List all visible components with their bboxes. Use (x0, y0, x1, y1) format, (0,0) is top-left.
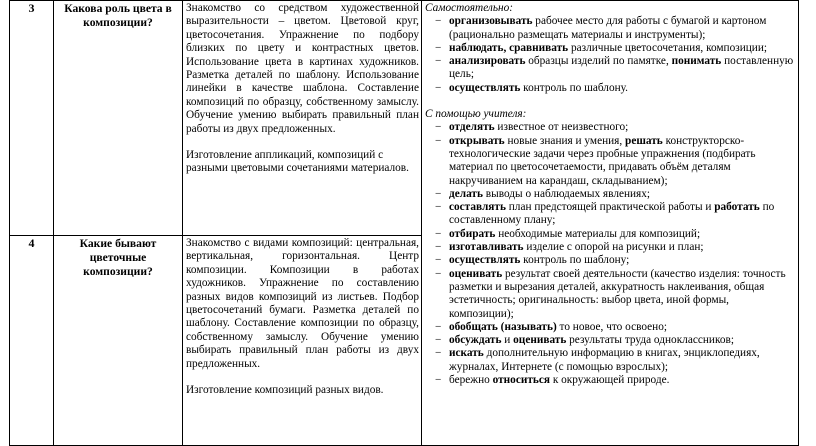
activity-verb: отбирать (449, 227, 496, 240)
activity-verb: обобщать (называть) (449, 320, 557, 333)
activities-cell (422, 1, 799, 446)
activity-item (435, 254, 794, 267)
content-text: Знакомство с видами композиций: центральная, вертикальная, горизонтальная. Центр композиции. Композиции в работах художников. Упражнение по составлению разных видов композиций из листьев. Подбор цветосочетаний бумаги. Разметка деталей по шаблону. Составление композиции по образцу, собственному замыслу. Обучение умению выбирать правильный план работы из двух предложенных. (186, 237, 419, 370)
activity-text: то новое, что освоено; (556, 320, 667, 333)
topic-cell: Какова роль цвета в композиции? (54, 1, 183, 236)
activity-text: контроль по шаблону; (520, 254, 630, 267)
activity-verb: осуществлять (449, 254, 521, 267)
activity-item (435, 374, 794, 387)
activity-item (435, 55, 794, 82)
activity-verb: искать (449, 347, 484, 360)
activity-text: новые знания и умения, (504, 134, 626, 147)
activity-verb: оценивать (449, 267, 503, 280)
activity-verb: относиться (492, 374, 550, 387)
activity-text: различные цветосочетания, композиции; (568, 41, 768, 54)
activity-text: по составленному плану; (449, 201, 775, 227)
activity-item (435, 228, 794, 241)
activity-verb: отделять (449, 121, 495, 134)
teacher-list (425, 121, 794, 387)
activity-item (435, 347, 794, 374)
activity-text: известное от неизвестного; (494, 121, 629, 134)
activity-verb: анализировать (449, 55, 526, 68)
activity-text: выводы о наблюдаемых явлениях; (482, 187, 651, 200)
activity-item (435, 42, 794, 55)
activity-text: результаты труда одноклассников; (566, 334, 734, 347)
practice-text: Изготовление аппликаций, композиций с разными цветовыми сочетаниями материалов. (186, 149, 409, 175)
activity-text: план предстоящей практической работы и (505, 201, 715, 214)
activity-item (435, 268, 794, 321)
activity-verb: составлять (449, 201, 506, 214)
activity-verb: оценивать (513, 334, 567, 347)
activity-text: и (501, 334, 514, 347)
content-cell (183, 236, 422, 446)
teacher-heading: С помощью учителя: (425, 108, 527, 121)
activity-text: бережно (449, 374, 493, 387)
activity-item (435, 334, 794, 347)
activity-verb: наблюдать, сравнивать (449, 41, 569, 54)
activity-text: изделие с опорой на рисунки и план; (523, 241, 704, 254)
activity-verb: открывать (449, 134, 505, 147)
row-number: 4 (10, 236, 54, 446)
activity-verb: осуществлять (449, 81, 521, 94)
activity-item (435, 201, 794, 228)
activity-text: необходимые материалы для композиций; (495, 227, 701, 240)
activity-text: образцы изделий по памятке, (525, 55, 672, 68)
activity-item (435, 121, 794, 134)
activity-verb: понимать (671, 55, 722, 68)
activity-item (435, 82, 794, 95)
independent-heading: Самостоятельно: (425, 2, 514, 14)
activity-verb: обсуждать (449, 334, 502, 347)
curriculum-table (9, 0, 799, 446)
activity-text: конструкторско-технологические задачи через пробные упражнения (подбирать материал по цветосочетаемости, придавать объём деталям накручиванием на карандаш, складыванием); (449, 134, 756, 187)
activity-item (435, 241, 794, 254)
row-number: 3 (10, 1, 54, 236)
activity-verb: организовывать (449, 15, 533, 28)
activity-text: результат своей деятельности (качество изделия: точность разметки и вырезания деталей, аккуратность наклеивания, общая эстетичность; оригинальность: выбор цвета, иной формы, композиции); (449, 267, 786, 320)
table-row (10, 1, 799, 236)
activity-verb: решать (625, 134, 663, 147)
activity-item (435, 188, 794, 201)
activity-verb: изготавливать (449, 241, 524, 254)
activity-text: контроль по шаблону. (520, 81, 628, 94)
practice-text: Изготовление композиций разных видов. (186, 384, 384, 397)
topic-cell: Какие бывают цветочные композиции? (54, 236, 183, 446)
activity-text: дополнительную информацию в книгах, энциклопедиях, журналах, Интернете (с помощью взрослых); (449, 347, 760, 373)
activity-text: к окружающей природе. (550, 374, 670, 387)
activity-verb: делать (449, 187, 483, 200)
activity-text: рабочее место для работы с бумагой и картоном (рационально размещать материалы и инструменты); (449, 15, 767, 41)
activity-verb: работать (714, 201, 760, 214)
independent-list (425, 15, 794, 95)
content-cell (183, 1, 422, 236)
activity-item (435, 321, 794, 334)
activity-text: поставленную цель; (449, 55, 794, 81)
content-text: Знакомство со средством художественной выразительности – цветом. Цветовой круг, цветосочетания. Упражнение по подбору близких по цвету и контрастных цветов. Использование цвета в картинах художников. Разметка деталей по шаблону. Использование линейки в качестве шаблона. Составление композиций по образцу, собственному замыслу. Обучение умению выбирать правильный план работы из двух предложенных. (186, 2, 419, 135)
activity-item (435, 135, 794, 188)
activity-item (435, 15, 794, 42)
